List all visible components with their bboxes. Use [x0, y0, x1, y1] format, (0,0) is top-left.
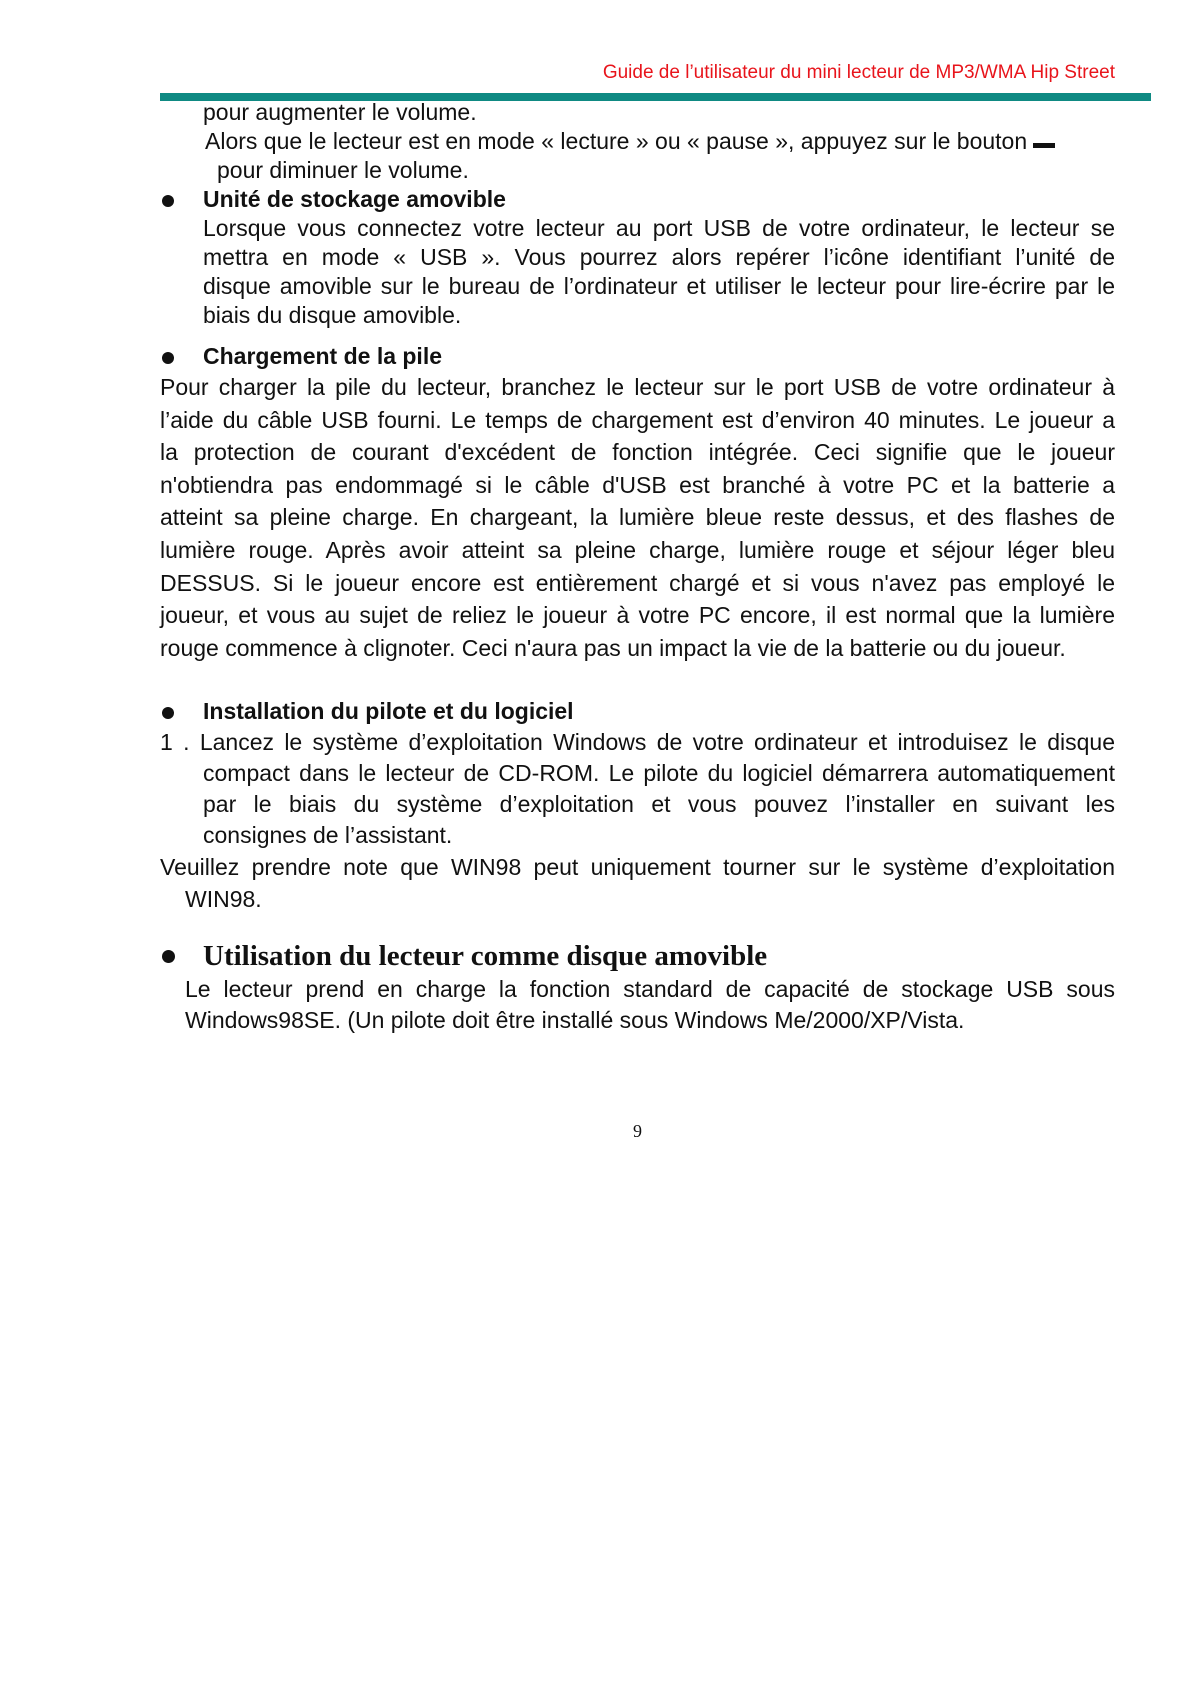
- charging-line: n'obtiendra pas endommagé si le câble d'USB est branché à votre PC et la batterie a: [160, 471, 1115, 498]
- charging-paragraph: [160, 371, 1115, 664]
- bullet-icon: [162, 950, 175, 963]
- usage-heading-text: Utilisation du lecteur comme disque amovible: [203, 940, 768, 973]
- install-note-line: Veuillez prendre note que WIN98 peut uniquement tourner sur le système d’exploitation: [160, 854, 1115, 881]
- usage-line: Le lecteur prend en charge la fonction standard de capacité de stockage USB sous: [185, 976, 1115, 1003]
- install-heading-text: Installation du pilote et du logiciel: [203, 698, 574, 725]
- running-header: Guide de l’utilisateur du mini lecteur de MP3/WMA Hip Street: [602, 62, 1115, 83]
- usage-paragraph: [160, 974, 1115, 1036]
- volume-down-end: pour diminuer le volume.: [217, 157, 469, 183]
- page-content: [160, 98, 1115, 1036]
- charging-line: la protection de courant d'excédent de fonction intégrée. Ceci signifie que le joueur: [160, 439, 1115, 466]
- storage-heading: [160, 185, 1115, 214]
- volume-up-text: pour augmenter le volume.: [203, 99, 477, 125]
- page-number: 9: [633, 1121, 642, 1141]
- install-step-continuation: [160, 758, 1115, 851]
- charging-line: Pour charger la pile du lecteur, branchez le lecteur sur le port USB de votre ordinateur à: [160, 374, 1115, 400]
- charging-line: DESSUS. Si le joueur encore est entièrement chargé et si vous n'avez pas employé le: [160, 569, 1115, 596]
- install-note-line: WIN98.: [185, 886, 262, 913]
- install-step-line: par le biais du système d’exploitation et vous pouvez l’installer en suivant les: [203, 791, 1115, 818]
- minus-icon: [1033, 143, 1055, 148]
- storage-line: disque amovible sur le bureau de l’ordinateur et utiliser le lecteur pour lire-écrire par le: [203, 273, 1115, 299]
- storage-heading-text: Unité de stockage amovible: [203, 186, 506, 212]
- usage-line: Windows98SE. (Un pilote doit être installé sous Windows Me/2000/XP/Vista.: [185, 1007, 965, 1034]
- storage-line: mettra en mode « USB ». Vous pourrez alors repérer l’icône identifiant l’unité de: [203, 244, 1115, 270]
- charging-line: joueur, et vous au sujet de reliez le joueur à votre PC encore, il est normal que la lumière: [160, 602, 1115, 629]
- charging-line: atteint sa pleine charge. En chargeant, la lumière bleue reste dessus, et des flashes de: [160, 504, 1115, 531]
- volume-down-text: Alors que le lecteur est en mode « lecture » ou « pause », appuyez sur le bouton: [205, 128, 1028, 154]
- volume-down-line: [160, 127, 1115, 156]
- usage-heading: [160, 938, 1115, 974]
- charging-line: lumière rouge. Après avoir atteint sa pleine charge, lumière rouge et séjour léger bleu: [160, 536, 1115, 563]
- install-step-line: compact dans le lecteur de CD-ROM. Le pilote du logiciel démarrera automatiquement: [203, 760, 1115, 787]
- storage-line: biais du disque amovible.: [203, 302, 462, 328]
- install-heading: [160, 697, 1115, 726]
- install-step-first-line: 1 . Lancez le système d’exploitation Windows de votre ordinateur et introduisez le disque: [160, 729, 1115, 756]
- bullet-icon: [162, 352, 174, 364]
- charging-heading: [160, 342, 1115, 371]
- charging-line: rouge commence à clignoter. Ceci n'aura pas un impact la vie de la batterie ou du joueur.: [160, 634, 1066, 661]
- storage-paragraph: [160, 214, 1115, 330]
- bullet-icon: [162, 707, 174, 719]
- charging-line: l’aide du câble USB fourni. Le temps de chargement est d’environ 40 minutes. Le joueur a: [160, 406, 1115, 433]
- install-note: [160, 851, 1115, 915]
- install-step: [160, 727, 1115, 851]
- charging-heading-text: Chargement de la pile: [203, 343, 443, 369]
- bullet-icon: [162, 195, 174, 207]
- storage-line: Lorsque vous connectez votre lecteur au port USB de votre ordinateur, le lecteur se: [203, 215, 1115, 241]
- install-step-line: consignes de l’assistant.: [203, 822, 453, 849]
